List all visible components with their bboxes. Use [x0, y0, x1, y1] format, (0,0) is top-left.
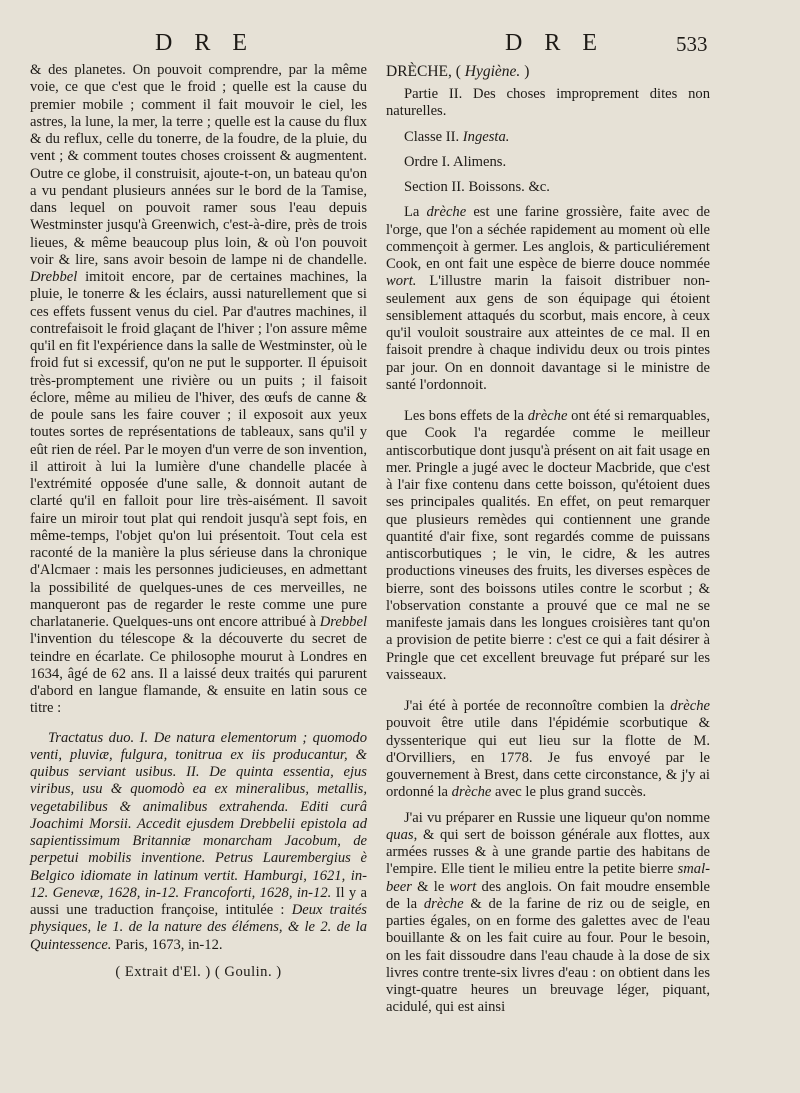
- left-column: [30, 62, 367, 981]
- term: drèche: [527, 408, 568, 424]
- text-run: Les bons effets de la: [404, 408, 528, 424]
- signature: ( Extrait d'El. ) ( Goulin. ): [115, 963, 282, 980]
- running-head-left: D R E: [155, 30, 255, 56]
- text-run: , & qui sert de boisson générale aux flottes, aux armées russes & à une grande partie des habitans de l'empire. Elle tient le milieu entre la petite bierre: [386, 826, 710, 878]
- name-drebbel: Drebbel: [319, 614, 367, 630]
- paragraph: [30, 62, 367, 718]
- paragraph: [386, 408, 710, 684]
- term: drèche: [423, 895, 464, 912]
- latin-title: Tractatus duo. I. De natura elementorum ; quomodo venti, pluviæ, fulgura, tonitrua ex iis producantur, & quibus serviant usibus. II. De quinta essentia, ejus viribus, usu & quomodò ea ex mineralibus, metallis, vegetabilibus & animalibus extrahenda. Editi curâ Joachimi Morsii. Accedit ejusdem Drebbelii epistola ad sapientissimum Britanniæ monarcham Jacobum, de perpetui mobilis inventione. Petrus Laurembergius è Belgico idiomate in latinum vertit. Hamburgi, 1621, in-12. Genevæ, 1628, in-12. Francoforti, 1628, in-12.: [30, 729, 367, 901]
- entry-tag: Hygiène.: [464, 63, 521, 80]
- paragraph: [386, 810, 710, 1017]
- entry-heading: DRÈCHE, ( Hygiène. ): [386, 63, 530, 80]
- text-run: Paris, 1673, in-12.: [111, 936, 223, 953]
- latin-title-paragraph: [30, 730, 367, 954]
- text-run: & le: [411, 878, 450, 895]
- text-run: & des planetes. On pouvoit comprendre, par la même voie, ce que c'est que le froid ; quelle est la cause du premier mobile ; comment il fait mouvoir le ciel, les astres, la lune, la mer, la terre ; quelle est la cause du flux & du reflux, celle du tonerre, de la foudre, de la pluie, du vent ; & comment toutes choses croissent & augmentent. Outre ce globe, il construisit, ajoute-t-on, un bateau qu'on a vu pendant plusieurs années sur le bord de la Tamise, dans lequel on pouvoit ramer sous l'eau depuis Westminster jusqu'à Greenwich, c'est-à-dire, près de trois lieues, & même beaucoup plus loin, & où l'on pouvoit voir & lire, sans avoir besoin de lampe ni de chandelle.: [30, 62, 367, 268]
- text-run: ont été si remarquables, que Cook l'a regardée comme le meilleur antiscorbutique dont jusqu'à présent on ait fait usage en mer. Pringle a jugé avec le docteur Macbride, que c'est à l'air fixe contenu dans cette boisson, qu'étoient dues ses principales qualités. En effet, on peut remarquer que plusieurs remèdes qui contiennent une grande quantité d'air fixe, sont regardés comme de puissans antiscorbutiques ; le vin, le cidre, & les autres productions vineuses des fruits, les diverses espèces de bierre, sont des boissons utiles contre le scorbut ; & l'observation constante a prouvé que ce mal ne se manifeste jamais dans les longues croisières tant qu'on a provision de petite bierre : c'est ce qui a fait désirer à Pringle que cet excellent breuvage fut préparé sur les vaisseaux.: [386, 408, 710, 683]
- page-number: 533: [676, 32, 708, 56]
- right-column: [386, 62, 710, 1017]
- text-run: J'ai vu préparer en Russie une liqueur qu'on nomme: [404, 809, 710, 826]
- term: quas: [386, 826, 414, 843]
- entry-word: DRÈCHE: [386, 63, 448, 80]
- term: drèche: [426, 204, 467, 221]
- running-head: [0, 30, 800, 64]
- text-run: Il y a aussi une traduction françoise, intitulée :: [30, 884, 367, 918]
- text-run: imitoit encore, par de certaines machines, la pluie, le tonerre & les éclairs, aussi naturellement que si ces effets fussent venus du ciel. Par d'autres machines, il contrefaisoit le froid glaçant de l'hiver ; l'on assure même qu'il en fit l'expérience dans la salle de Westminster, où le froid fut si excessif, qu'on ne put le supporter. Il épuisoit très-promptement une rivière ou un puits ; il faisoit éclore, même au milieu de l'hiver, des œufs de canne & de poule sans les faire couver ; il exposoit aux yeux toutes sortes de représentations de tableaux, sans qu'il y eût rien de réel. Par le moyen d'un verre de son invention, il attiroit à lui la lumière d'une chandelle placée à l'extrémité opposée d'une salle, & donnoit autant de clarté qu'il en falloit pour lire très-aisément. Il savoit faire un miroir tout plat qui rendoit jusqu'à sept fois, en même-temps, l'objet qu'on lui présentoit. Tout cela est raconté de la manière la plus sérieuse dans la chronique d'Alcmaer : mais les personnes judicieuses, en admettant la possibilité de quelques-unes de ces merveilles, ne manqueront pas de regarder le reste comme une pure charlatanerie. Quelques-uns ont encore attribué à: [30, 269, 367, 630]
- text-run: J'ai été à portée de reconnoître combien la: [404, 698, 671, 714]
- paragraph: [386, 204, 710, 394]
- paragraph: [386, 698, 710, 802]
- text-run: Ingesta.: [462, 128, 510, 145]
- text-run: L'illustre marin la faisoit distribuer non-seulement aux gens de son équipage qui étoient sensiblement attaqués du scorbut, mais encore, à ceux qu'il vouloit soustraire aux atteintes de ce mal. Il en faisoit prendre à chaque individu deux ou trois pintes par jour. On en donnoit davantage si le ministre de santé l'ordonnoit.: [386, 273, 710, 393]
- text-run: & de la farine de riz ou de seigle, en parties égales, on en forme des galettes avec de l'eau bouillante & on les fait cuire au four. Pour le besoin, on les fait dissoudre dans l'eau chaude à la dose de six livres contre trente-six livres d'eau : on obtient dans les vingt-quatre heures un breuvage léger, piquant, acidulé, qui est ainsi: [386, 895, 710, 1016]
- name-drebbel: Drebbel: [30, 269, 78, 285]
- text-run: avec le plus grand succès.: [491, 784, 647, 801]
- text-run: est une farine grossière, faite avec de l'orge, que l'on a séchée rapidement au moment où elle commençoit à germer. Les anglois, & particuliérement Cook, en ont fait une espèce de bierre douce nommée: [386, 204, 710, 272]
- classification-line: Section II. Boissons. &c.: [404, 179, 550, 195]
- text-run: pouvoit être utile dans l'épidémie scorbutique & dyssenterique qui eut lieu sur la flotte de M. d'Orvilliers, en 1778. Je fus envoyé par le gouvernement à Brest, dans cette circonstance, & j'y ai ordonné la: [386, 715, 710, 801]
- term: drèche: [670, 698, 710, 714]
- classification-line: [386, 129, 710, 146]
- text-run: Classe II.: [404, 128, 463, 145]
- text-run: des anglois. On fait moudre ensemble de la: [386, 878, 710, 912]
- running-head-right: D R E: [505, 30, 605, 56]
- term: wort: [449, 878, 477, 895]
- classification-line: Partie II. Des choses improprement dites non naturelles.: [386, 86, 710, 120]
- text-run: l'invention du télescope & la découverte du secret de teindre en écarlate. Ce philosophe mourut à Londres en 1634, âgé de 62 ans. Il a laissé deux traités qui parurent d'abord en langue flamande, & ensuite en latin sous ce titre :: [30, 631, 367, 717]
- term: smal-beer: [386, 861, 710, 895]
- classification-line: Ordre I. Alimens.: [404, 153, 507, 170]
- term: wort.: [386, 273, 417, 290]
- french-title: Deux traités physiques, le 1. de la nature des élémens, & le 2. de la Quintessence.: [30, 902, 367, 953]
- term: drèche: [451, 784, 492, 801]
- text-run: La: [404, 204, 427, 221]
